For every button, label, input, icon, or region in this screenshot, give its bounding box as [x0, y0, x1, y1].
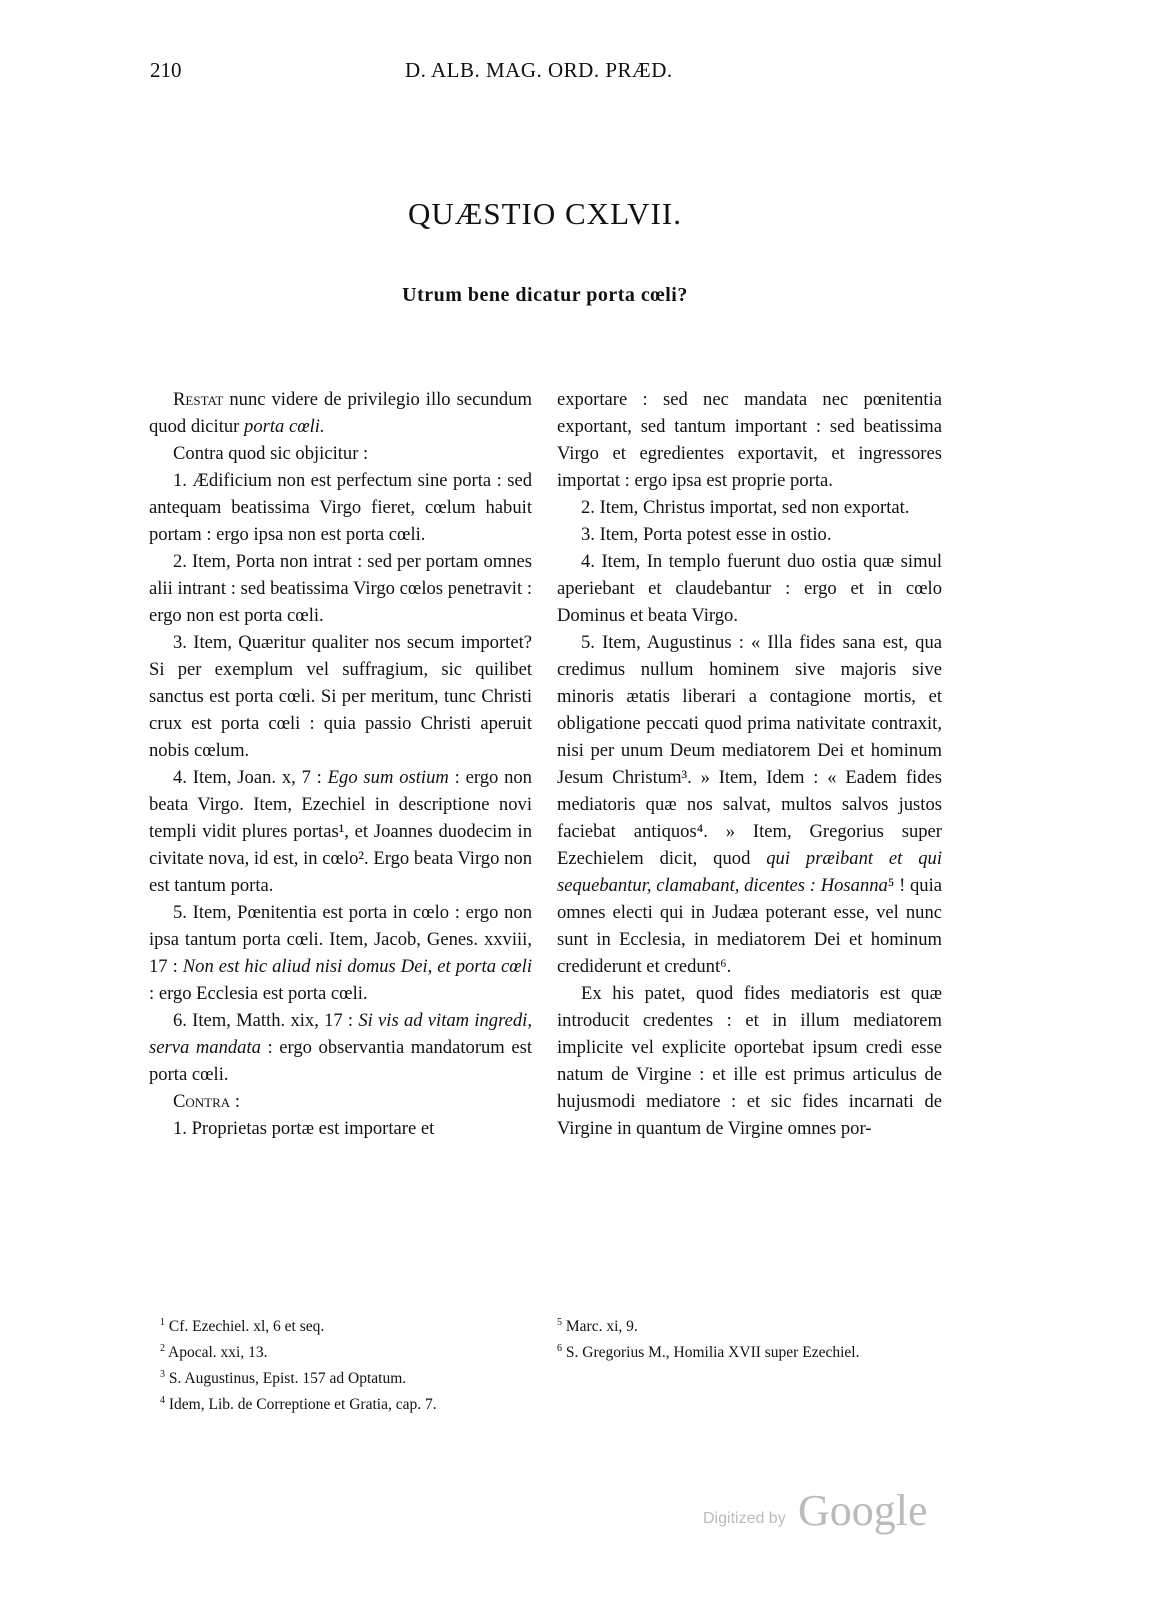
paragraph: Ex his patet, quod fides mediatoris est quæ introducit credentes : et in illum mediatorem implicite vel explicite oportebat ipsum credi esse natum de Virgine : et ille est primus articulus de hujusmodi mediatore : et sic fides incarnati de Virgine in quantum de Virgine omnes por-	[557, 983, 942, 1139]
footnotes-left	[160, 1312, 540, 1417]
footnote: $^4$ Idem, Lib. de Correptione et Gratia, cap. 7.	[160, 1395, 437, 1414]
running-title: D. ALB. MAG. ORD. PRÆD.	[405, 58, 673, 82]
paragraph: 1. Ædificium non est perfectum sine porta : sed antequam beatissima Virgo fieret, cœlum habuit portam : ergo ipsa non est porta cœli.	[149, 470, 532, 545]
paragraph: Contra :	[173, 1091, 241, 1112]
paragraph: 4. Item, In templo fuerunt duo ostia quæ simul aperiebant et claudebantur : ergo et in cœlo Dominus et beata Virgo.	[557, 551, 942, 626]
paragraph: 3. Item, Quæritur qualiter nos secum importet? Si per exemplum vel suffragium, sic quilibet sanctus est porta cœli. Si per meritum, tunc Christi crux est porta cœli : quia passio Christi aperuit nobis cœlum.	[149, 632, 532, 761]
paragraph: 2. Item, Christus importat, sed non exportat.	[581, 497, 910, 518]
footnote: $^1$ Cf. Ezechiel. xl, 6 et seq.	[160, 1317, 325, 1336]
left-column	[149, 386, 532, 1142]
paragraph: 4. Item, Joan. x, 7 : Ego sum ostium : ergo non beata Virgo. Item, Ezechiel in descriptione novi templi vidit plures portas¹, et Joannes duodecim in civitate nova, id est, in cœlo². Ergo beata Virgo non est tantum porta.	[149, 767, 532, 896]
paragraph: 5. Item, Pœnitentia est porta in cœlo : ergo non ipsa tantum porta cœli. Item, Jacob, Genes. xxviii, 17 : Non est hic aliud nisi domus Dei, et porta cœli : ergo Ecclesia est porta cœli.	[149, 902, 532, 1004]
footnote: $^2$ Apocal. xxi, 13.	[160, 1343, 268, 1362]
page-number: 210	[150, 58, 182, 82]
paragraph: 2. Item, Porta non intrat : sed per portam omnes alii intrant : sed beatissima Virgo cœlos penetravit : ergo non est porta cœli.	[149, 551, 532, 626]
paragraph: 3. Item, Porta potest esse in ostio.	[581, 524, 832, 545]
right-column	[557, 386, 942, 1142]
google-logo: Google	[798, 1486, 928, 1535]
paragraph: 1. Proprietas portæ est importare et	[173, 1118, 435, 1139]
question-title: QUÆSTIO CXLVII.	[408, 196, 682, 231]
question-subtitle: Utrum bene dicatur porta cœli?	[402, 284, 688, 306]
footnote: $^3$ S. Augustinus, Epist. 157 ad Optatum.	[160, 1369, 407, 1388]
paragraph: Contra quod sic objicitur :	[173, 443, 369, 464]
running-header	[150, 58, 935, 88]
paragraph: exportare : sed nec mandata nec pœnitentia exportant, sed tantum important : sed beatissima Virgo et egredientes exportavit, et ingressores importat : ergo ipsa est proprie porta.	[557, 389, 942, 491]
watermark-prefix: Digitized by	[703, 1510, 786, 1527]
footnote: $^6$ S. Gregorius M., Homilia XVII super Ezechiel.	[557, 1343, 860, 1362]
paragraph: Restat nunc videre de privilegio illo secundum quod dicitur porta cœli.	[149, 389, 532, 437]
paragraph: 5. Item, Augustinus : « Illa fides sana est, qua credimus nullum hominem sive majoris sive minoris ætatis liberari a contagione mortis, et obligatione peccati quod prima nativitate contraxit, nisi per unum Deum mediatorem Dei et hominum Jesum Christum³. » Item, Idem : « Eadem fides mediatoris quæ nos salvat, multos salvos justos faciebat antiquos⁴. » Item, Gregorius super Ezechielem dicit, quod qui præibant et qui sequebantur, clamabant, dicentes : Hosanna⁵ ! quia omnes electi qui in Judæa poterant esse, vel nunc sunt in Ecclesia, in mediatorem Dei et hominum crediderunt et credunt⁶.	[557, 632, 943, 977]
paragraph: 6. Item, Matth. xix, 17 : Si vis ad vitam ingredi, serva mandata : ergo observantia mandatorum est porta cœli.	[149, 1010, 532, 1085]
footnotes-right	[557, 1312, 942, 1364]
footnote: $^5$ Marc. xi, 9.	[557, 1317, 638, 1336]
digitized-watermark	[703, 1480, 943, 1540]
